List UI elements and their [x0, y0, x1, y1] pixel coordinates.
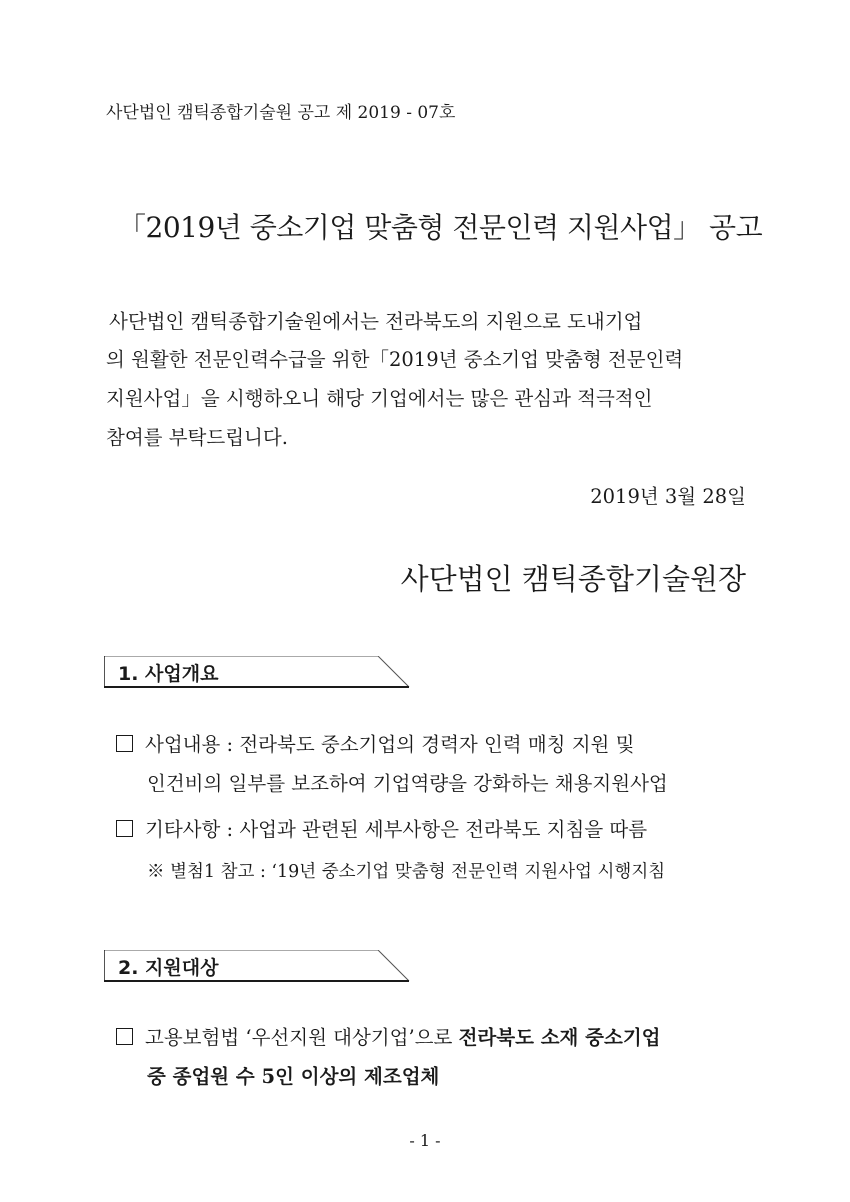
section-1-heading: 1. 사업개요	[118, 663, 219, 685]
item-3-line-1-normal: 고용보험법 ‘우선지원 대상기업’으로	[145, 1026, 459, 1049]
item-1-line-1: 사업내용 : 전라북도 중소기업의 경력자 인력 매칭 지원 및	[145, 733, 635, 756]
checkbox-square-icon	[116, 1028, 133, 1045]
item-2-text: 기타사항 : 사업과 관련된 세부사항은 전라북도 지침을 따름	[145, 818, 648, 841]
signer-name: 사단법인 캠틱종합기술원장	[400, 562, 746, 596]
reference-note: ※ 별첨1 참고 : ‘19년 중소기업 맞춤형 전문인력 지원사업 시행지침	[147, 862, 666, 882]
checkbox-square-icon	[116, 820, 133, 837]
announcement-number: 사단법인 캠틱종합기술원 공고 제 2019 - 07호	[106, 103, 456, 123]
checkbox-square-icon	[116, 735, 133, 752]
intro-line-3: 지원사업」을 시행하오니 해당 기업에서는 많은 관심과 적극적인	[106, 387, 653, 410]
list-item	[116, 1022, 661, 1050]
intro-line-1: 사단법인 캠틱종합기술원에서는 전라북도의 지원으로 도내기업	[109, 310, 643, 333]
list-item	[116, 814, 647, 842]
item-3-line-2: 중 종업원 수 5인 이상의 제조업체	[147, 1065, 440, 1088]
section-2-heading: 2. 지원대상	[118, 957, 219, 979]
item-3-line-1-bold: 전라북도 소재 중소기업	[458, 1026, 661, 1049]
section-1-header	[104, 656, 410, 688]
item-1-line-2: 인건비의 일부를 보조하여 기업역량을 강화하는 채용지원사업	[147, 772, 668, 795]
page-number: - 1 -	[409, 1131, 441, 1150]
intro-line-4: 참여를 부탁드립니다.	[106, 426, 288, 449]
document-title: 「2019년 중소기업 맞춤형 전문인력 지원사업」 공고	[118, 211, 763, 244]
intro-line-2: 의 원활한 전문인력수급을 위한「2019년 중소기업 맞춤형 전문인력	[106, 348, 684, 371]
document-date: 2019년 3월 28일	[590, 485, 746, 508]
section-2-header	[104, 950, 410, 982]
list-item	[116, 729, 634, 757]
